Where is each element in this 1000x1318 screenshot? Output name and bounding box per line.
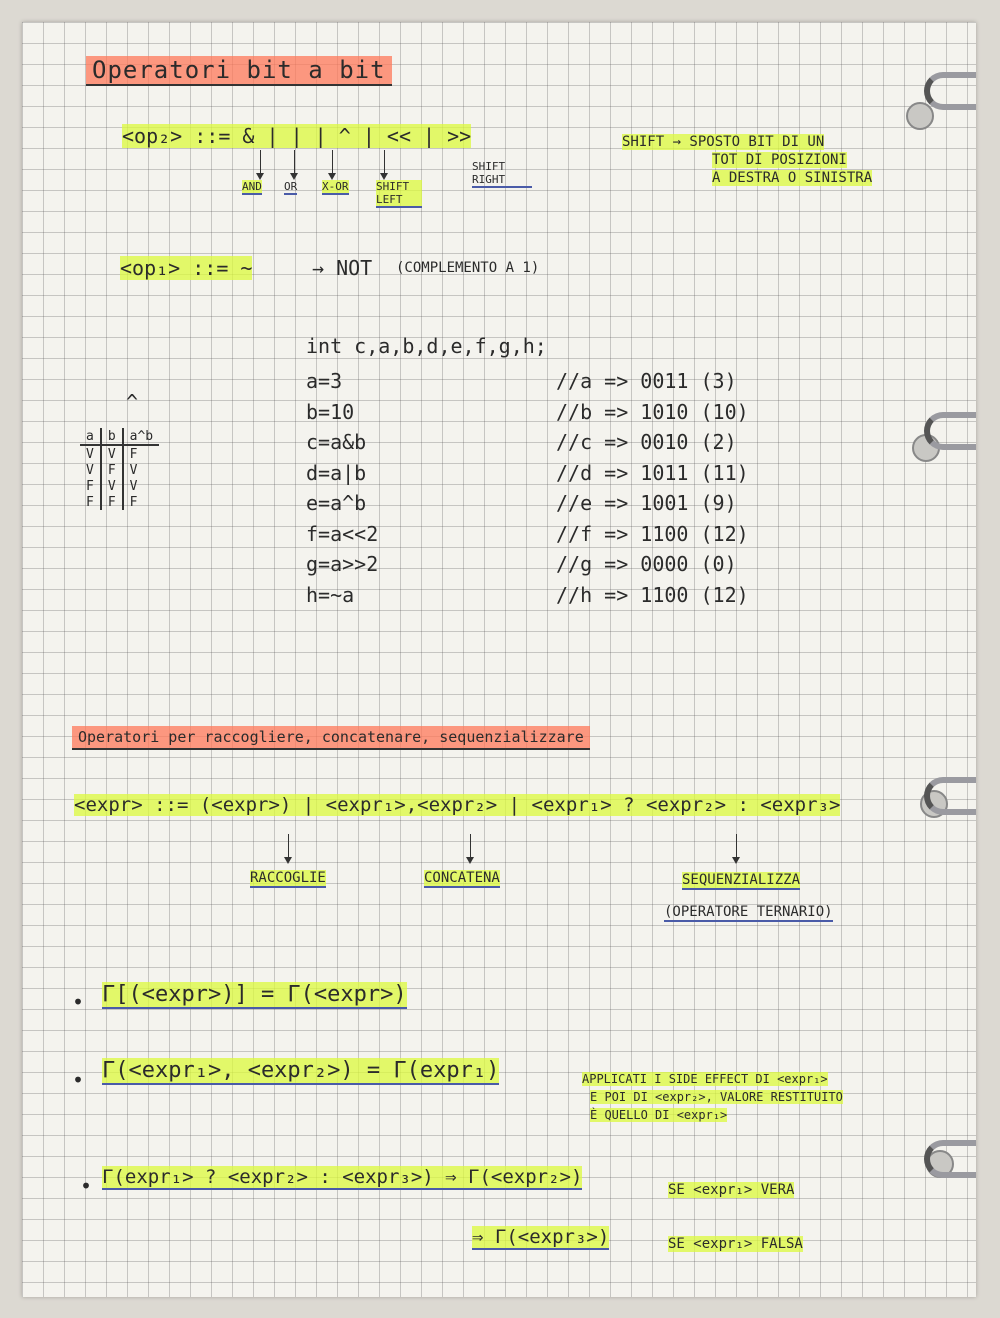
code-comment: //d => 1011 (11)	[556, 460, 749, 485]
code-line: d=a|b	[306, 460, 367, 485]
tt-cell: F	[101, 494, 123, 510]
binder-ring	[924, 72, 976, 110]
code-line: b=10	[306, 399, 355, 424]
ternary-operator-note: (OPERATORE TERNARIO)	[664, 904, 833, 920]
tt-cell: F	[80, 478, 101, 494]
binder-ring	[924, 777, 976, 815]
op2-grammar: <op₂> ::= & | | | ^ | << | >>	[122, 124, 472, 148]
rule-2-note-line-3	[590, 1108, 727, 1122]
code-line: e=a^b	[306, 491, 367, 515]
code-line: g=a>>2	[306, 552, 379, 576]
arrow-down-icon	[288, 834, 289, 862]
tt-cell: V	[129, 478, 138, 494]
arrow-down-icon	[470, 834, 471, 862]
arrow-down-icon	[736, 834, 737, 862]
section-title-sequencing: Operatori per raccogliere, concatenare, sequenzializzare	[72, 726, 590, 750]
binder-ring	[924, 412, 976, 450]
rule-2-note-text: È QUELLO DI <expr₁>	[590, 1108, 728, 1122]
label-concatena: CONCATENA	[424, 870, 500, 886]
tt-cell: F	[80, 494, 101, 510]
notebook-page	[22, 22, 976, 1297]
arrow-down-icon	[260, 150, 261, 178]
op-label-and: AND	[242, 180, 262, 193]
op-label-xor: X-OR	[322, 180, 349, 193]
binder-ring	[924, 1140, 976, 1178]
shift-note-line-2: TOT DI POSIZIONI	[712, 152, 847, 168]
bullet-icon: •	[72, 990, 85, 1014]
tt-cell: V	[101, 445, 123, 462]
tt-cell: F	[101, 462, 123, 478]
code-line: c=a&b	[306, 430, 367, 454]
code-comments	[556, 366, 749, 610]
arrow-down-icon	[332, 150, 333, 178]
tt-header: b	[101, 428, 123, 445]
rule-3-condition-true: SE <expr₁> VERA	[668, 1182, 795, 1198]
rule-2-note-text: APPLICATI I SIDE EFFECT DI <expr₁>	[582, 1072, 828, 1086]
code-line: h=~a	[306, 582, 355, 607]
rule-3-else: ⇒ Γ(<expr₃>)	[472, 1226, 610, 1248]
code-comment: //c => 0010 (2)	[556, 430, 737, 454]
label-sequenzializza: SEQUENZIALIZZA	[682, 872, 801, 888]
tt-header: a	[80, 428, 101, 445]
tt-cell: V	[101, 478, 123, 494]
code-comment: //g => 0000 (0)	[556, 552, 737, 576]
code-comment: //f => 1100 (12)	[556, 521, 749, 546]
code-comment: //h => 1100 (12)	[556, 582, 749, 607]
op-label-or: OR	[284, 180, 298, 193]
rule-2: Γ(<expr₁>, <expr₂>) = Γ(expr₁)	[102, 1058, 500, 1083]
code-line: f=a<<2	[306, 521, 379, 546]
section-title-bitwise: Operatori bit a bit	[86, 56, 392, 86]
arrow-down-icon	[384, 150, 385, 178]
rule-2-note-text: E POI DI <expr₂>, VALORE RESTITUITO	[590, 1090, 843, 1104]
expr-grammar: <expr> ::= (<expr>) | <expr₁>,<expr₂> | <expr₁> ? <expr₂> : <expr₃>	[74, 794, 841, 816]
op1-not-label: → NOT	[312, 256, 373, 280]
rule-2-note-line-2	[590, 1090, 843, 1104]
op-label-shift-right: SHIFT RIGHT	[472, 160, 532, 188]
bullet-icon: •	[72, 1068, 85, 1092]
shift-note-line-3: A DESTRA O SINISTRA	[712, 170, 873, 186]
rule-2-note-line-1	[582, 1072, 828, 1086]
rule-3: Γ(expr₁> ? <expr₂> : <expr₃>) ⇒ Γ(<expr₂>)	[102, 1166, 583, 1188]
binder-hole	[906, 102, 934, 130]
op1-complement-note: (COMPLEMENTO A 1)	[396, 260, 540, 276]
tt-cell: F	[129, 446, 138, 462]
code-lines	[306, 366, 378, 610]
op1-grammar: <op₁> ::= ~	[120, 256, 253, 280]
rule-3-condition-false: SE <expr₁> FALSA	[668, 1236, 803, 1252]
bullet-icon: •	[80, 1174, 93, 1198]
tt-header: a^b	[123, 428, 159, 445]
code-declaration: int c,a,b,d,e,f,g,h;	[306, 334, 547, 358]
tt-cell: V	[129, 462, 138, 478]
code-comment: //b => 1010 (10)	[556, 399, 749, 424]
code-comment: //a => 0011 (3)	[556, 369, 737, 393]
label-raccoglie: RACCOGLIE	[250, 870, 326, 886]
rule-1: Γ[(<expr>)] = Γ(<expr>)	[102, 982, 407, 1007]
truth-table	[80, 428, 159, 510]
truth-table-mark: ^	[126, 390, 139, 414]
tt-cell: V	[80, 445, 101, 462]
tt-cell: V	[80, 462, 101, 478]
code-comment: //e => 1001 (9)	[556, 491, 737, 515]
tt-cell: F	[129, 494, 138, 510]
shift-note-line-1: SHIFT → SPOSTO BIT DI UN	[622, 134, 825, 150]
op-label-shift-left: SHIFT LEFT	[376, 180, 422, 208]
arrow-down-icon	[294, 150, 295, 178]
code-line: a=3	[306, 369, 343, 393]
